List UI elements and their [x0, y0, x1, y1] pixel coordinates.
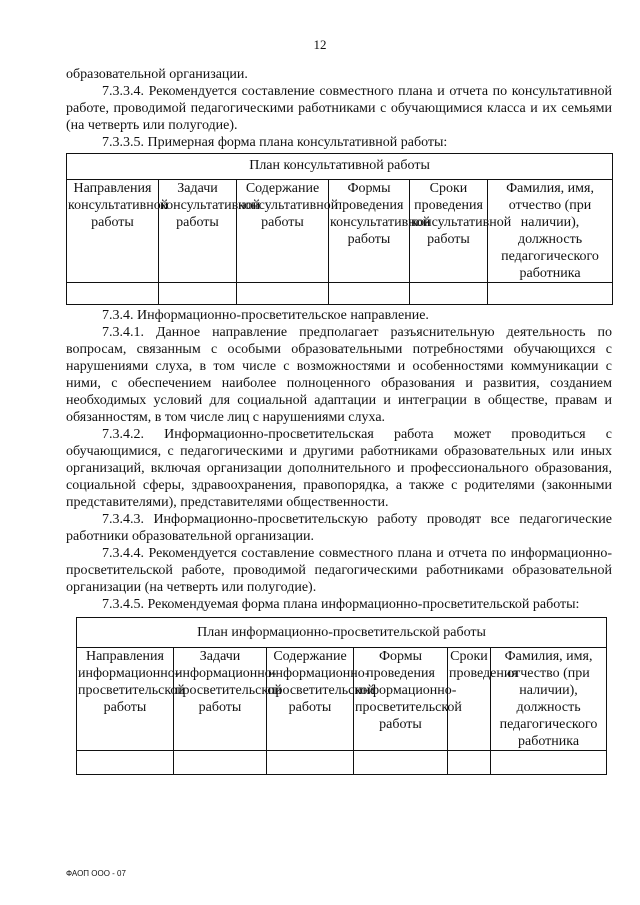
table-cell: [67, 283, 159, 305]
paragraph-7-3-4-3: 7.3.4.3. Информационно-просветительскую работу проводят все педагогические работники образовательной организации.: [66, 512, 612, 544]
table-empty-row: [67, 283, 613, 305]
table-title: План информационно-просветительской работы: [77, 618, 607, 648]
table-cell: [174, 751, 267, 775]
table-header-cell: Фамилия, имя, отчество (при наличии), должность педагогического работника: [488, 180, 613, 283]
document-footer: ФАОП ООО - 07: [66, 869, 126, 878]
paragraph-7-3-4-1: 7.3.4.1. Данное направление предполагает разъяснительную деятельность по вопросам, связанным с особыми образовательными потребностями обучающихся с нарушениями слуха, в том числе с возможностями и особенностями коммуникации с ними, с обеспечением наиболее полноценного образования и развития, созданием необходимых условий для социальной адаптации и интеграции в обществе, правам и обязанностям, в том числе лиц с нарушениями слуха.: [66, 325, 612, 425]
table-title: План консультативной работы: [67, 154, 613, 180]
table-empty-row: [77, 751, 607, 775]
paragraph-7-3-4-4: 7.3.4.4. Рекомендуется составление совместного плана и отчета по информационно-просветительской работе, проводимой педагогическими работниками образовательной организации (на четверть или полугодие).: [66, 546, 612, 595]
table-header-cell: Направления информационно-просветительской работы: [77, 648, 174, 751]
table-header-cell: Содержание информационно-просветительской работы: [267, 648, 354, 751]
paragraph-7-3-4: 7.3.4. Информационно-просветительское направление.: [102, 308, 429, 323]
table-header-cell: Формы проведения консультативной работы: [329, 180, 410, 283]
table-cell: [491, 751, 607, 775]
table-header-cell: Сроки проведения: [448, 648, 491, 751]
document-body: [66, 66, 612, 775]
page-number: 12: [313, 37, 327, 52]
table-cell: [488, 283, 613, 305]
paragraph-7-3-4-2: 7.3.4.2. Информационно-просветительская работа может проводиться с обучающимися, с педагогическими и другими работниками образовательных или иных организаций, включая организации дополнительного и профессионального образования, социальной сферы, здравоохранения, правопорядка, а также с родителями (законными представителями), представителями общественности.: [66, 427, 612, 510]
table-header-row: [77, 648, 607, 751]
information-plan-table: [76, 617, 607, 775]
consultative-plan-table: [66, 153, 613, 305]
paragraph-continuation: образовательной организации.: [66, 67, 248, 82]
table-header-cell: Задачи информационно-просветительской работы: [174, 648, 267, 751]
table-cell: [354, 751, 448, 775]
table-cell: [329, 283, 410, 305]
paragraph-7-3-4-5: 7.3.4.5. Рекомендуемая форма плана информационно-просветительской работы:: [102, 597, 580, 612]
table-header-row: [67, 180, 613, 283]
paragraph-7-3-3-5: 7.3.3.5. Примерная форма плана консультативной работы:: [102, 135, 448, 150]
table-cell: [267, 751, 354, 775]
table-cell: [77, 751, 174, 775]
table-header-cell: Сроки проведения консультативной работы: [410, 180, 488, 283]
table-cell: [159, 283, 237, 305]
paragraph-7-3-3-4: 7.3.3.4. Рекомендуется составление совместного плана и отчета по консультативной работе, проводимой педагогическими работниками с обучающимися класса и их семьями (на четверть или полугодие).: [66, 84, 612, 133]
table-header-cell: Задачи консультативной работы: [159, 180, 237, 283]
table-header-cell: Направления консультативной работы: [67, 180, 159, 283]
table-header-cell: Фамилия, имя, отчество (при наличии), должность педагогического работника: [491, 648, 607, 751]
table-header-cell: Содержание консультативной работы: [237, 180, 329, 283]
table-cell: [448, 751, 491, 775]
table-cell: [410, 283, 488, 305]
table-cell: [237, 283, 329, 305]
table-header-cell: Формы проведения информационно-просветительской работы: [354, 648, 448, 751]
